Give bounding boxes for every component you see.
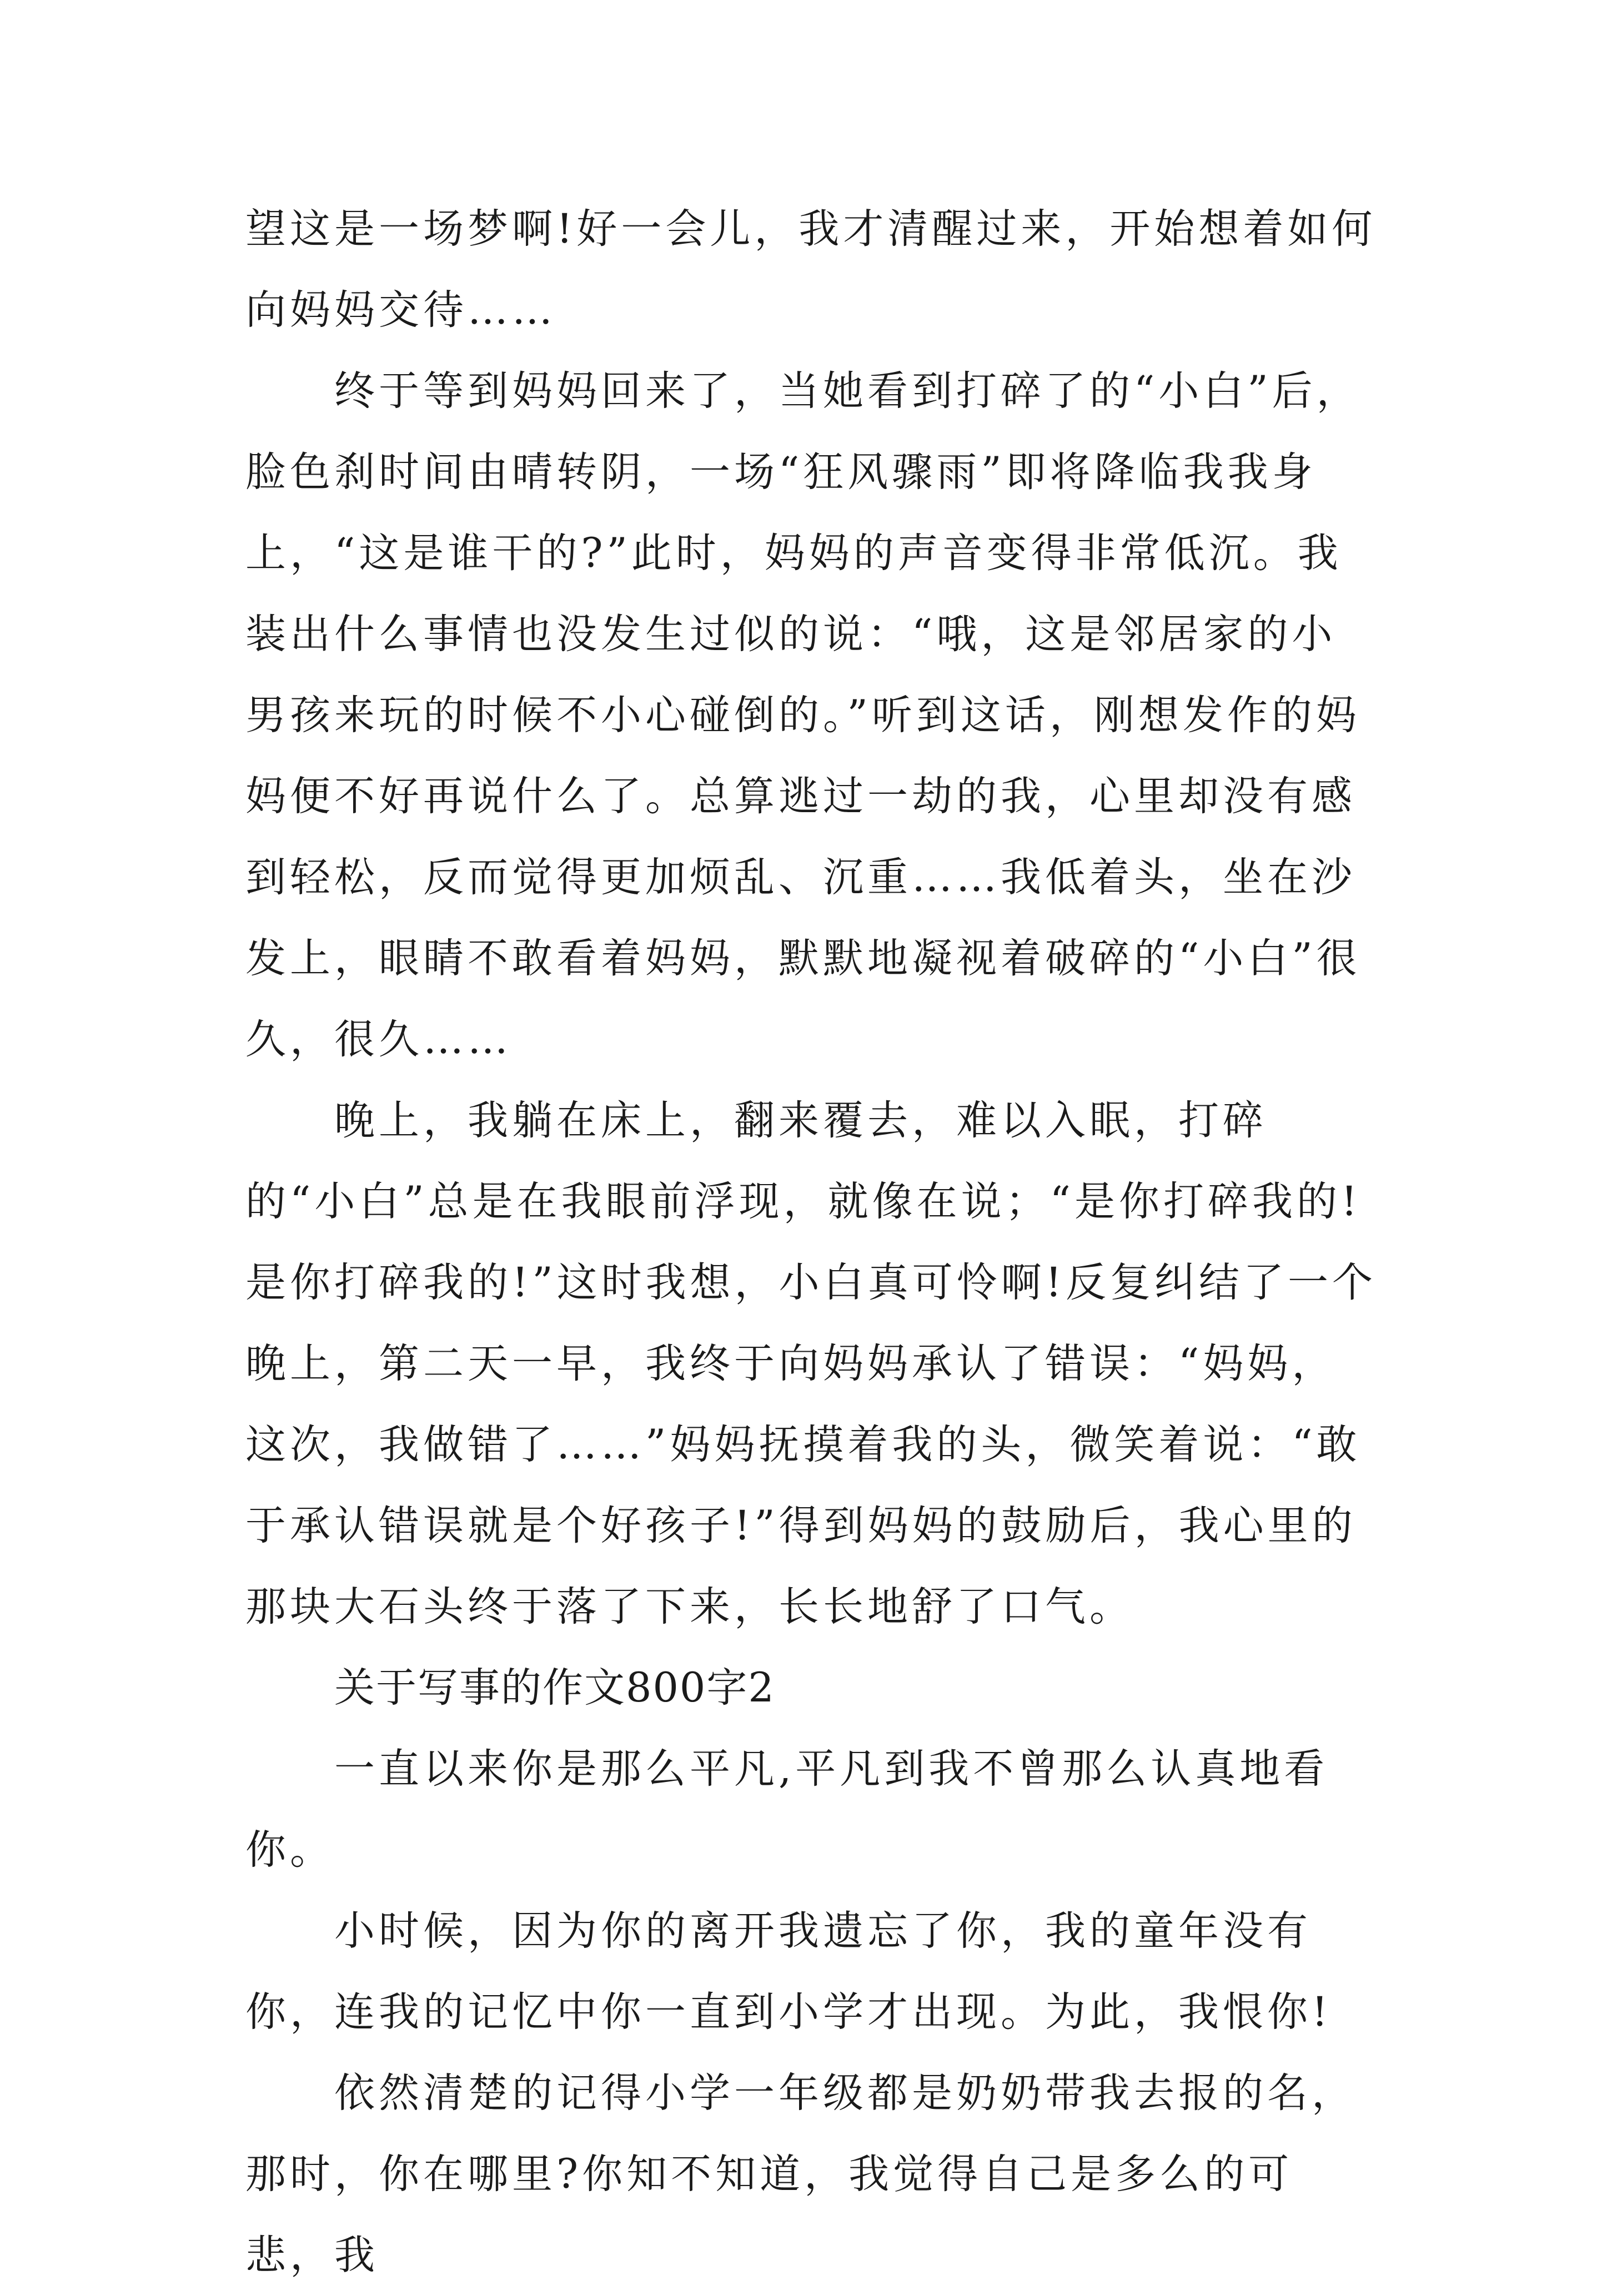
paragraph-continuation: 望这是一场梦啊!好一会儿，我才清醒过来，开始想着如何向妈妈交待…… <box>245 205 1377 334</box>
document-body <box>245 189 1378 2296</box>
paragraph-ordinary: 一直以来你是那么平凡,平凡到我不曾那么认真地看你。 <box>245 1745 1329 1874</box>
paragraph-childhood: 小时候，因为你的离开我遗忘了你，我的童年没有你，连我的记忆中你一直到小学才出现。为此，我恨你! <box>245 1907 1332 2036</box>
paragraph-night-confession: 晚上，我躺在床上，翻来覆去，难以入眠，打碎的“小白”总是在我眼前浮现，就像在说；“是你打碎我的!是你打碎我的!”这时我想，小白真可怜啊!反复纠结了一个晚上，第二天一早，我终于向妈妈承认了错误：“妈妈，这次，我做错了……”妈妈抚摸着我的头，微笑着说：“敢于承认错误就是个好孩子!”得到妈妈的鼓励后，我心里的那块大石头终于落了下来，长长地舒了口气。 <box>245 1097 1377 1630</box>
paragraph-first-grade: 依然清楚的记得小学一年级都是奶奶带我去报的名，那时，你在哪里?你知不知道，我觉得自己是多么的可悲，我 <box>245 2070 1356 2279</box>
paragraph-mother-returns: 终于等到妈妈回来了，当她看到打碎了的“小白”后，脸色刹时间由晴转阴，一场“狂风骤雨”即将降临我我身上，“这是谁干的?”此时，妈妈的声音变得非常低沉。我装出什么事情也没发生过似的说：“哦，这是邻居家的小男孩来玩的时候不小心碰倒的。”听到这话，刚想发作的妈妈便不好再说什么了。总算逃过一劫的我，心里却没有感到轻松，反而觉得更加烦乱、沉重……我低着头，坐在沙发上，眼睛不敢看着妈妈，默默地凝视着破碎的“小白”很久，很久…… <box>245 367 1361 1063</box>
essay-title-2: 关于写事的作文800字2 <box>334 1664 775 1711</box>
